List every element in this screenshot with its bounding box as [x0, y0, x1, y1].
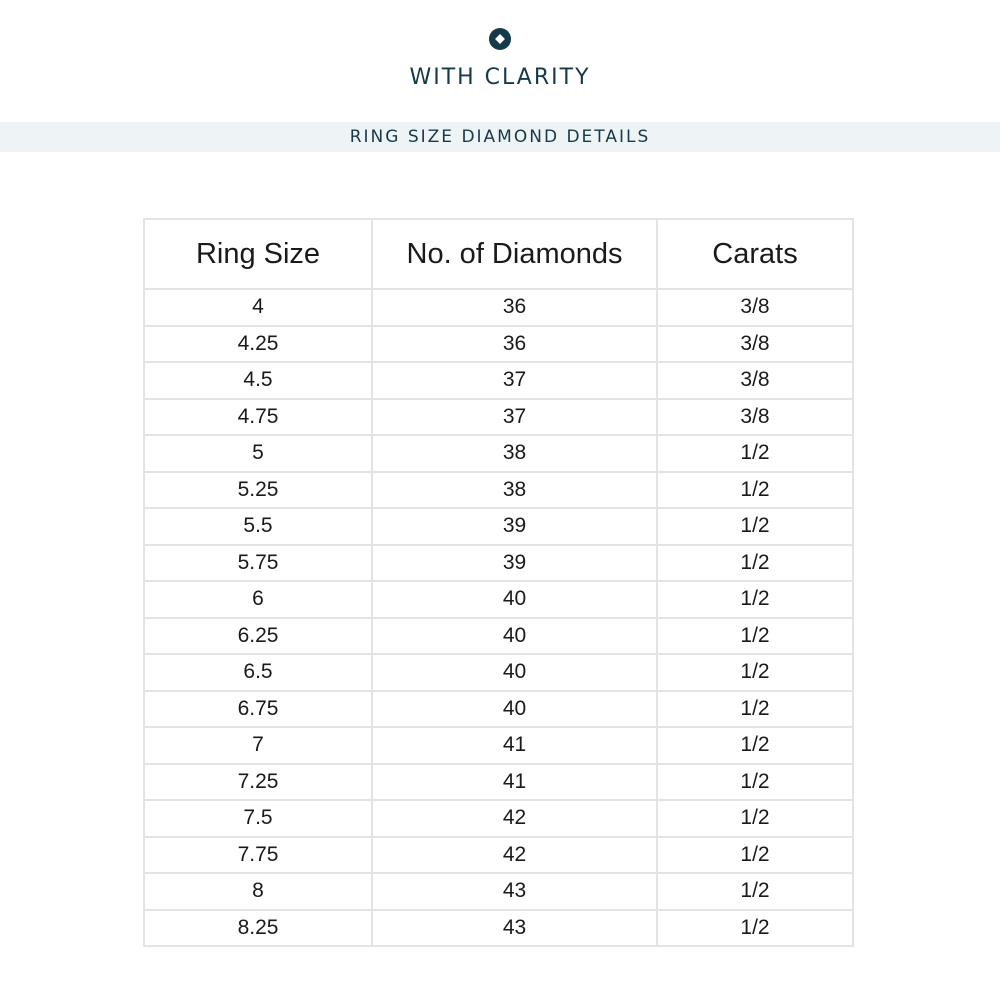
- cell-ring-size: 5.25: [144, 472, 372, 509]
- cell-ring-size: 5.75: [144, 545, 372, 582]
- table-row: [144, 399, 853, 436]
- table-body: [144, 289, 853, 946]
- page-title: RING SIZE DIAMOND DETAILS: [349, 127, 651, 147]
- ring-size-table: [143, 218, 854, 947]
- cell-no-of-diamonds: 37: [372, 362, 657, 399]
- cell-no-of-diamonds: 41: [372, 764, 657, 801]
- cell-ring-size: 4: [144, 289, 372, 326]
- cell-ring-size: 7.5: [144, 800, 372, 837]
- table-row: [144, 545, 853, 582]
- cell-ring-size: 4.5: [144, 362, 372, 399]
- cell-carats: 1/2: [657, 837, 853, 874]
- cell-no-of-diamonds: 37: [372, 399, 657, 436]
- cell-ring-size: 4.75: [144, 399, 372, 436]
- brand-name: WITH CLARITY: [409, 65, 591, 90]
- ring-size-table-container: [143, 218, 852, 947]
- header-ring-size: Ring Size: [144, 219, 372, 289]
- cell-ring-size: 8: [144, 873, 372, 910]
- table-row: [144, 837, 853, 874]
- cell-no-of-diamonds: 38: [372, 472, 657, 509]
- table-row: [144, 435, 853, 472]
- table-row: [144, 764, 853, 801]
- cell-ring-size: 6.5: [144, 654, 372, 691]
- cell-carats: 1/2: [657, 873, 853, 910]
- table-row: [144, 618, 853, 655]
- table-row: [144, 289, 853, 326]
- cell-carats: 1/2: [657, 654, 853, 691]
- cell-carats: 1/2: [657, 910, 853, 947]
- cell-carats: 3/8: [657, 289, 853, 326]
- cell-carats: 1/2: [657, 618, 853, 655]
- table-row: [144, 800, 853, 837]
- cell-carats: 1/2: [657, 545, 853, 582]
- cell-ring-size: 8.25: [144, 910, 372, 947]
- cell-no-of-diamonds: 43: [372, 910, 657, 947]
- cell-ring-size: 6.25: [144, 618, 372, 655]
- cell-no-of-diamonds: 42: [372, 800, 657, 837]
- cell-carats: 1/2: [657, 508, 853, 545]
- cell-no-of-diamonds: 40: [372, 654, 657, 691]
- table-row: [144, 362, 853, 399]
- cell-no-of-diamonds: 38: [372, 435, 657, 472]
- cell-carats: 1/2: [657, 727, 853, 764]
- table-row: [144, 581, 853, 618]
- cell-no-of-diamonds: 43: [372, 873, 657, 910]
- cell-no-of-diamonds: 39: [372, 545, 657, 582]
- table-row: [144, 326, 853, 363]
- cell-carats: 1/2: [657, 691, 853, 728]
- table-row: [144, 691, 853, 728]
- cell-no-of-diamonds: 42: [372, 837, 657, 874]
- cell-ring-size: 7.25: [144, 764, 372, 801]
- cell-carats: 1/2: [657, 800, 853, 837]
- header-carats: Carats: [657, 219, 853, 289]
- cell-no-of-diamonds: 36: [372, 326, 657, 363]
- diamond-in-circle-icon: [489, 28, 511, 50]
- cell-ring-size: 4.25: [144, 326, 372, 363]
- cell-no-of-diamonds: 40: [372, 691, 657, 728]
- cell-no-of-diamonds: 40: [372, 618, 657, 655]
- cell-ring-size: 7: [144, 727, 372, 764]
- cell-carats: 1/2: [657, 581, 853, 618]
- table-row: [144, 727, 853, 764]
- cell-no-of-diamonds: 40: [372, 581, 657, 618]
- table-row: [144, 873, 853, 910]
- table-row: [144, 910, 853, 947]
- cell-ring-size: 5.5: [144, 508, 372, 545]
- cell-no-of-diamonds: 39: [372, 508, 657, 545]
- cell-ring-size: 6.75: [144, 691, 372, 728]
- table-row: [144, 508, 853, 545]
- cell-no-of-diamonds: 36: [372, 289, 657, 326]
- cell-carats: 1/2: [657, 472, 853, 509]
- cell-ring-size: 6: [144, 581, 372, 618]
- table-row: [144, 472, 853, 509]
- cell-carats: 3/8: [657, 326, 853, 363]
- cell-ring-size: 5: [144, 435, 372, 472]
- cell-ring-size: 7.75: [144, 837, 372, 874]
- cell-carats: 1/2: [657, 764, 853, 801]
- cell-carats: 3/8: [657, 362, 853, 399]
- cell-carats: 3/8: [657, 399, 853, 436]
- table-row: [144, 654, 853, 691]
- table-header-row: [144, 219, 853, 289]
- cell-no-of-diamonds: 41: [372, 727, 657, 764]
- cell-carats: 1/2: [657, 435, 853, 472]
- header-no-of-diamonds: No. of Diamonds: [372, 219, 657, 289]
